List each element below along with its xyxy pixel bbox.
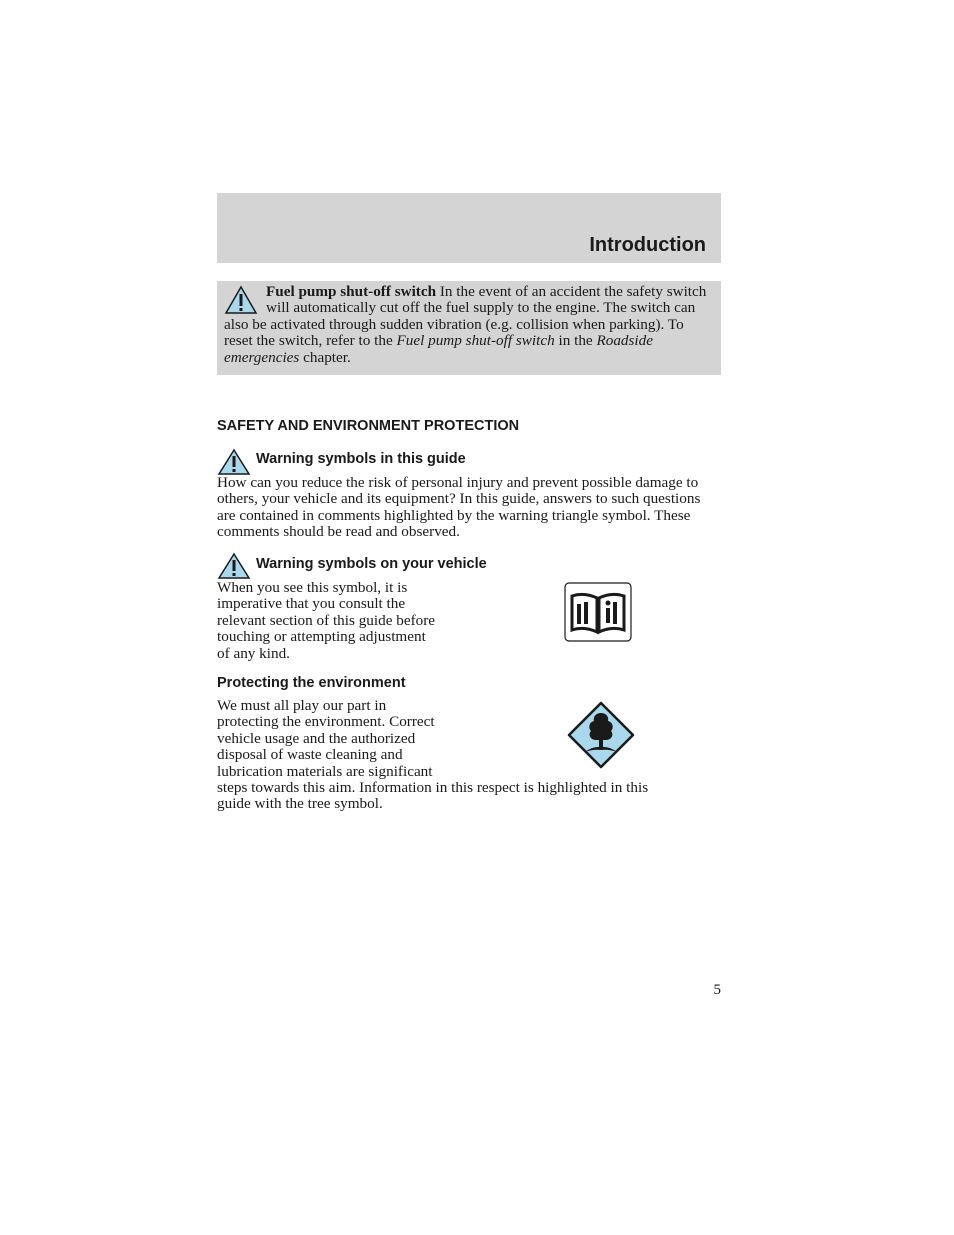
text-line: lubrication materials are significant xyxy=(217,762,433,780)
text-line: vehicle usage and the authorized xyxy=(217,729,416,747)
text-line: protecting the environment. Correct xyxy=(217,713,435,731)
warning-title: Fuel pump shut-off switch xyxy=(266,283,437,300)
warning-body-3: chapter. xyxy=(299,348,351,366)
text-line: relevant section of this guide before xyxy=(217,611,436,629)
text-line: We must all play our part in xyxy=(217,697,387,714)
warning-ref-1: Fuel pump shut-off switch xyxy=(396,332,555,350)
environment-heading: Protecting the environment xyxy=(217,675,406,691)
warning-triangle-icon xyxy=(217,448,251,476)
tree-symbol-icon xyxy=(567,701,635,769)
page-number: 5 xyxy=(713,982,721,998)
section-title: SAFETY AND ENVIRONMENT PROTECTION xyxy=(217,418,520,434)
warning-body-2: in the xyxy=(554,332,597,350)
text-line: When you see this symbol, it is xyxy=(217,579,408,596)
chapter-title: Introduction xyxy=(589,234,706,256)
text-line: touching or attempting adjustment xyxy=(217,628,426,646)
text-line: of any kind. xyxy=(217,644,290,662)
vehicle-symbols-heading: Warning symbols on your vehicle xyxy=(256,556,487,572)
chapter-header xyxy=(217,193,721,263)
guide-symbols-body: How can you reduce the risk of personal injury and prevent possible damage to others, your vehicle and its equipment? In this guide, answers to such questions are contained in comments highlighted by the warning triangle symbol. These comments should be read and observed. xyxy=(217,474,701,541)
warning-ref-2: Roadside emergencies xyxy=(224,332,653,366)
text-line: guide with the tree symbol. xyxy=(217,795,383,813)
warning-text xyxy=(224,284,716,366)
owner-manual-icon xyxy=(564,582,632,642)
environment-body xyxy=(217,698,721,813)
fuel-pump-warning-box xyxy=(217,281,721,375)
guide-symbols-heading: Warning symbols in this guide xyxy=(256,451,466,467)
vehicle-symbols-body xyxy=(217,580,517,662)
text-line: imperative that you consult the xyxy=(217,595,406,613)
warning-body-1: In the event of an accident the safety switch will automatically cut off the fuel supply to the engine. The switch can also be activated through sudden vibration (e.g. collision when parking). To reset the switch, refer to the xyxy=(224,283,707,350)
text-line: steps towards this aim. Information in this respect is highlighted in this xyxy=(217,779,649,797)
warning-triangle-icon xyxy=(217,552,251,580)
text-line: disposal of waste cleaning and xyxy=(217,746,403,764)
